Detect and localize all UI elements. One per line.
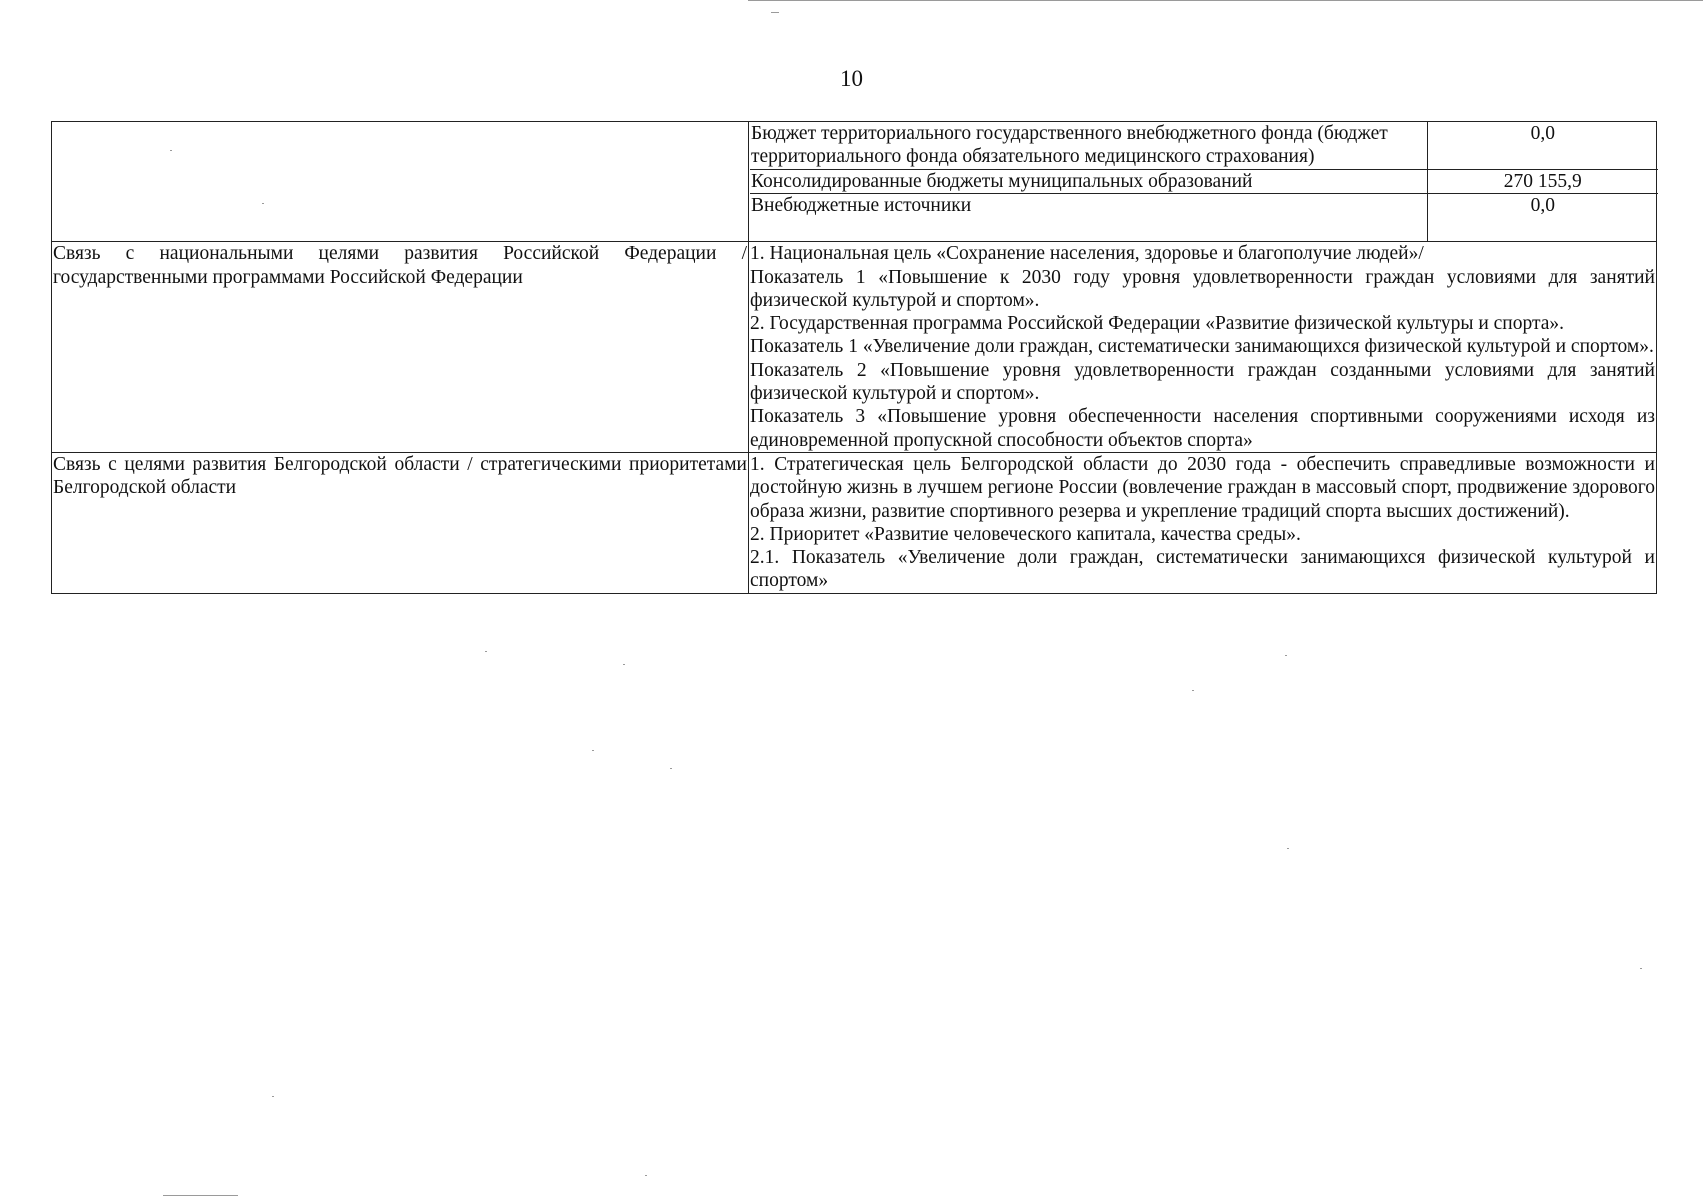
national-goal-paragraph: Показатель 1 «Повышение к 2030 году уровня удовлетворенности граждан условиями для занятий физической культурой и спортом». — [750, 266, 1655, 311]
national-goal-paragraph: Показатель 1 «Увеличение доли граждан, систематически занимающихся физической культурой и спортом». — [750, 336, 1654, 358]
regional-goal-paragraph: 2.1. Показатель «Увеличение доли граждан, систематически занимающихся физической культурой и спортом» — [750, 547, 1655, 592]
scan-mark — [771, 12, 779, 13]
national-goals-content — [749, 242, 1657, 453]
passport-table — [51, 121, 1657, 594]
scan-speck — [645, 1175, 647, 1176]
regional-goal-paragraph: 1. Стратегическая цель Белгородской области до 2030 года - обеспечить справедливые возможности и достойную жизнь в лучшем регионе России (вовлечение граждан в массовый спорт, продвижение здорового образа жизни, развитие спортивного резерва и укрепление традиций спорта высших достижений). — [750, 453, 1655, 522]
funding-label-cell — [52, 122, 749, 242]
national-goal-paragraph: Показатель 3 «Повышение уровня обеспеченности населения спортивными сооружениями исходя из единовременной пропускной способности объектов спорта» — [750, 406, 1655, 451]
funding-row — [52, 122, 1657, 242]
page-number: 10 — [840, 66, 863, 91]
scan-speck — [1640, 968, 1642, 969]
national-goals-row — [52, 242, 1657, 453]
funding-source-row — [750, 194, 1658, 242]
scan-speck — [592, 750, 594, 751]
regional-goal-paragraph: 2. Приоритет «Развитие человеческого капитала, качества среды». — [750, 523, 1301, 545]
scan-speck — [272, 1096, 274, 1097]
national-goal-paragraph: 2. Государственная программа Российской Федерации «Развитие физической культуры и спорта». — [750, 313, 1565, 335]
funding-source-amount: 270 155,9 — [1427, 170, 1658, 194]
scan-speck — [1287, 848, 1289, 849]
scan-speck — [623, 664, 625, 665]
funding-source-row — [750, 170, 1658, 194]
funding-source-name: Внебюджетные источники — [750, 194, 1427, 242]
national-goals-label: Связь с национальными целями развития Российской Федерации / государственными программами Российской Федерации — [52, 242, 749, 453]
national-goal-paragraph: Показатель 2 «Повышение уровня удовлетворенности граждан созданными условиями для занятий физической культурой и спортом». — [750, 359, 1655, 405]
scan-edge-line — [163, 1195, 238, 1196]
funding-source-amount: 0,0 — [1530, 195, 1555, 217]
national-goal-paragraph: 1. Национальная цель «Сохранение населения, здоровье и благополучие людей»/ — [750, 243, 1424, 265]
scan-speck — [670, 768, 672, 769]
scan-speck — [485, 651, 487, 652]
funding-source-amount: 0,0 — [1427, 122, 1658, 170]
regional-goals-label: Связь с целями развития Белгородской области / стратегическими приоритетами Белгородской области — [52, 452, 749, 593]
regional-goals-row — [52, 452, 1657, 593]
funding-sources-cell — [749, 122, 1657, 242]
scan-speck — [170, 150, 172, 151]
funding-source-name: Бюджет территориального государственного внебюджетного фонда (бюджет территориального фонда обязательного медицинского страхования) — [750, 122, 1427, 170]
funding-source-name: Консолидированные бюджеты муниципальных образований — [750, 170, 1427, 194]
scan-speck — [1192, 690, 1194, 691]
scan-edge-line — [748, 0, 1703, 1]
scan-speck — [262, 203, 264, 204]
funding-source-row — [750, 122, 1658, 170]
regional-goals-content — [749, 452, 1657, 593]
scan-speck — [1285, 655, 1287, 656]
funding-sources-table — [750, 122, 1658, 241]
